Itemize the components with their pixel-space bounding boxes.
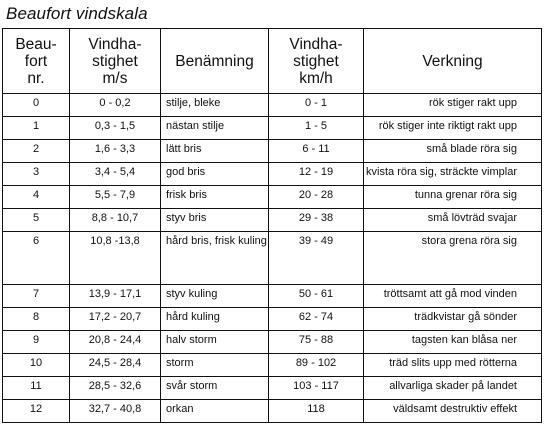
cell-effect: allvarliga skader på landet xyxy=(364,377,542,400)
table-row xyxy=(3,186,542,209)
cell-beaufort-nr: 12 xyxy=(3,400,70,423)
cell-speed-ms: 8,8 - 10,7 xyxy=(70,209,161,232)
header-beaufort-nr: Beau- fort nr. xyxy=(3,29,70,94)
header-speed-ms: Vindha- stighet m/s xyxy=(70,29,161,94)
cell-name: lätt bris xyxy=(161,140,269,163)
cell-beaufort-nr: 11 xyxy=(3,377,70,400)
page-title: Beaufort vindskala xyxy=(6,4,148,23)
cell-speed-kmh: 6 - 11 xyxy=(269,140,364,163)
table-row xyxy=(3,163,542,186)
table-row xyxy=(3,232,542,285)
cell-name: frisk bris xyxy=(161,186,269,209)
table-row xyxy=(3,308,542,331)
cell-effect: träd slits upp med rötterna xyxy=(364,354,542,377)
table-row xyxy=(3,209,542,232)
cell-name: styv bris xyxy=(161,209,269,232)
cell-name: god bris xyxy=(161,163,269,186)
table-row xyxy=(3,400,542,423)
cell-speed-kmh: 29 - 38 xyxy=(269,209,364,232)
cell-speed-ms: 13,9 - 17,1 xyxy=(70,285,161,308)
cell-name: hård kuling xyxy=(161,308,269,331)
cell-speed-ms: 32,7 - 40,8 xyxy=(70,400,161,423)
cell-speed-kmh: 103 - 117 xyxy=(269,377,364,400)
cell-speed-ms: 28,5 - 32,6 xyxy=(70,377,161,400)
cell-effect: små blade röra sig xyxy=(364,140,542,163)
cell-effect: tagsten kan blåsa ner xyxy=(364,331,542,354)
cell-speed-ms: 3,4 - 5,4 xyxy=(70,163,161,186)
cell-name: storm xyxy=(161,354,269,377)
cell-effect: stora grena röra sig xyxy=(364,232,542,285)
cell-name: hård bris, frisk kuling xyxy=(161,232,269,285)
cell-name: halv storm xyxy=(161,331,269,354)
cell-speed-kmh: 62 - 74 xyxy=(269,308,364,331)
cell-beaufort-nr: 4 xyxy=(3,186,70,209)
cell-beaufort-nr: 10 xyxy=(3,354,70,377)
cell-speed-ms: 0,3 - 1,5 xyxy=(70,117,161,140)
cell-beaufort-nr: 6 xyxy=(3,232,70,285)
cell-speed-kmh: 20 - 28 xyxy=(269,186,364,209)
cell-name: nästan stilje xyxy=(161,117,269,140)
cell-effect: rök stiger inte riktigt rakt upp xyxy=(364,117,542,140)
table-row xyxy=(3,354,542,377)
cell-name: stilje, bleke xyxy=(161,94,269,117)
table-row xyxy=(3,117,542,140)
cell-effect: tunna grenar röra sig xyxy=(364,186,542,209)
cell-speed-kmh: 12 - 19 xyxy=(269,163,364,186)
cell-speed-ms: 5,5 - 7,9 xyxy=(70,186,161,209)
cell-speed-ms: 20,8 - 24,4 xyxy=(70,331,161,354)
cell-speed-kmh: 39 - 49 xyxy=(269,232,364,285)
cell-effect: trädkvistar gå sönder xyxy=(364,308,542,331)
cell-name: svår storm xyxy=(161,377,269,400)
cell-speed-kmh: 50 - 61 xyxy=(269,285,364,308)
cell-speed-kmh: 0 - 1 xyxy=(269,94,364,117)
cell-beaufort-nr: 8 xyxy=(3,308,70,331)
cell-speed-kmh: 89 - 102 xyxy=(269,354,364,377)
cell-speed-ms: 24,5 - 28,4 xyxy=(70,354,161,377)
cell-speed-kmh: 118 xyxy=(269,400,364,423)
cell-speed-ms: 0 - 0,2 xyxy=(70,94,161,117)
table-row xyxy=(3,331,542,354)
table-row xyxy=(3,94,542,117)
cell-beaufort-nr: 3 xyxy=(3,163,70,186)
cell-name: orkan xyxy=(161,400,269,423)
header-speed-kmh: Vindha- stighet km/h xyxy=(269,29,364,94)
cell-effect: väldsamt destruktiv effekt xyxy=(364,400,542,423)
cell-name: styv kuling xyxy=(161,285,269,308)
cell-speed-kmh: 75 - 88 xyxy=(269,331,364,354)
cell-beaufort-nr: 9 xyxy=(3,331,70,354)
cell-speed-ms: 1,6 - 3,3 xyxy=(70,140,161,163)
cell-beaufort-nr: 7 xyxy=(3,285,70,308)
cell-beaufort-nr: 0 xyxy=(3,94,70,117)
beaufort-table xyxy=(2,28,542,423)
cell-speed-kmh: 1 - 5 xyxy=(269,117,364,140)
cell-effect: rök stiger rakt upp xyxy=(364,94,542,117)
cell-effect: kvista röra sig, sträckte vimplar xyxy=(364,163,542,186)
table-header-row xyxy=(3,29,542,94)
cell-speed-ms: 10,8 -13,8 xyxy=(70,232,161,285)
cell-effect: tröttsamt att gå mod vinden xyxy=(364,285,542,308)
table-row xyxy=(3,140,542,163)
header-effect: Verkning xyxy=(364,29,542,94)
cell-beaufort-nr: 2 xyxy=(3,140,70,163)
cell-beaufort-nr: 5 xyxy=(3,209,70,232)
cell-beaufort-nr: 1 xyxy=(3,117,70,140)
table-row xyxy=(3,285,542,308)
cell-effect: små lövträd svajar xyxy=(364,209,542,232)
table-row xyxy=(3,377,542,400)
header-name: Benämning xyxy=(161,29,269,94)
cell-speed-ms: 17,2 - 20,7 xyxy=(70,308,161,331)
